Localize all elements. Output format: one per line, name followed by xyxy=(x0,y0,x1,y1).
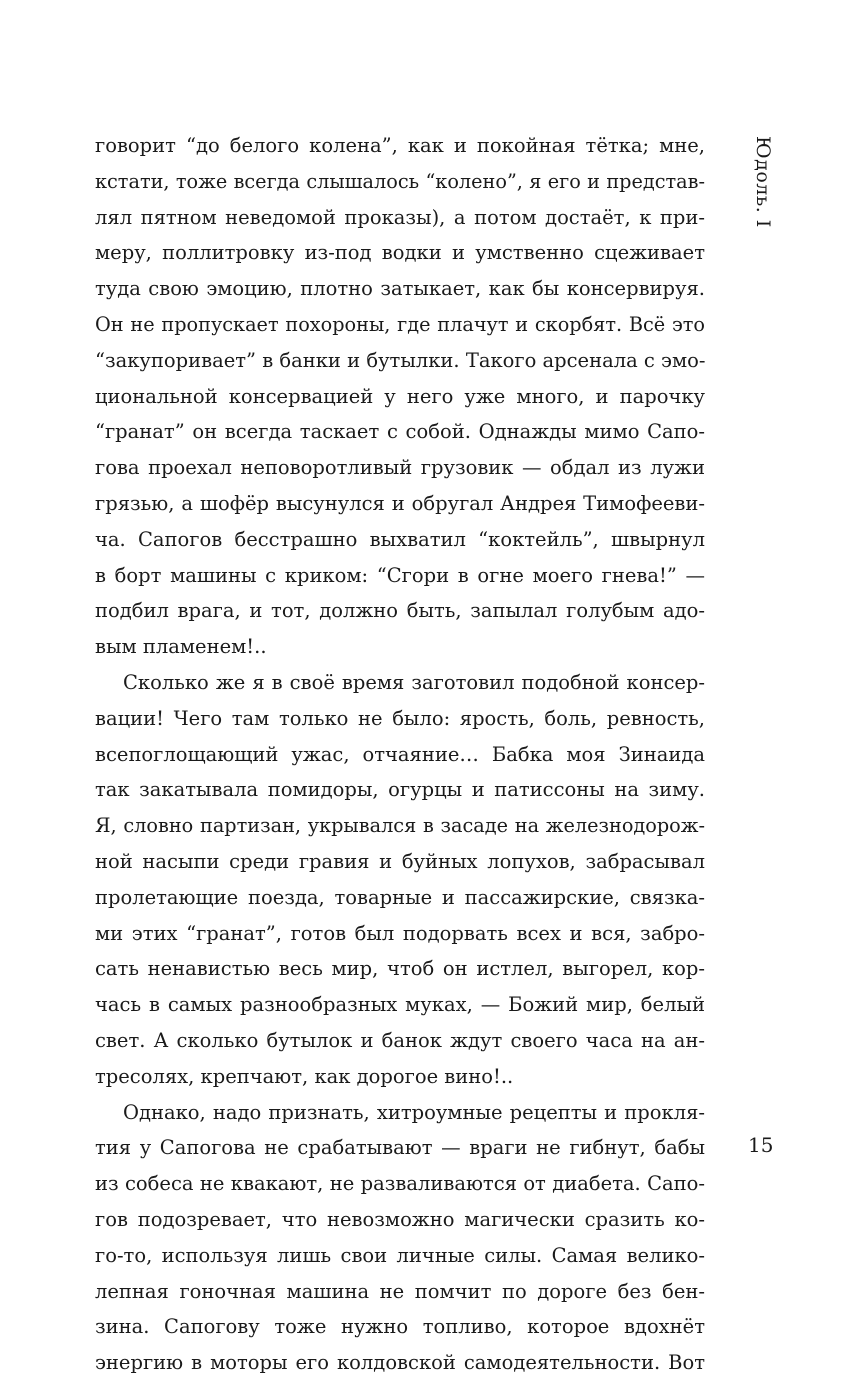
text-line: зина. Сапогову тоже нужно топливо, которое вдохнёт xyxy=(95,1315,705,1339)
text-line: циональной консервацией у него уже много, и парочку xyxy=(95,384,705,408)
text-line: меру, поллитровку из-под водки и умственно сцеживает xyxy=(95,241,705,265)
text-line: “гранат” он всегда таскает с собой. Однажды мимо Сапо- xyxy=(95,420,705,444)
text-line: Я, словно партизан, укрывался в засаде на железнодорож- xyxy=(95,814,705,838)
text-line: подбил врага, и тот, должно быть, запылал голубым адо- xyxy=(95,599,705,623)
page-number: 15 xyxy=(748,1133,774,1157)
text-line: вации! Чего там только не было: ярость, боль, ревность, xyxy=(95,706,705,730)
text-line: ной насыпи среди гравия и буйных лопухов, забрасывал xyxy=(95,849,705,873)
text-line: ми этих “гранат”, готов был подорвать всех и вся, забро- xyxy=(95,921,705,945)
text-line: так закатывала помидоры, огурцы и патиссоны на зиму. xyxy=(95,778,705,802)
text-line: грязью, а шофёр высунулся и обругал Андрея Тимофееви- xyxy=(95,491,705,515)
text-line: чась в самых разнообразных муках, — Божий мир, белый xyxy=(95,993,705,1017)
text-line: тресолях, крепчают, как дорогое вино!.. xyxy=(95,1064,514,1088)
text-line: говорит “до белого колена”, как и покойная тётка; мне, xyxy=(95,134,705,157)
text-line: Сколько же я в своё время заготовил подобной консер- xyxy=(123,670,705,694)
running-head: Юдоль. I xyxy=(752,136,774,228)
text-line: го-то, используя лишь свои личные силы. Самая велико- xyxy=(95,1243,705,1267)
text-line: кстати, тоже всегда слышалось “колено”, я его и представ- xyxy=(95,169,705,193)
text-line: ча. Сапогов бесстрашно выхватил “коктейль”, швырнул xyxy=(95,527,705,551)
text-line: Он не пропускает похороны, где плачут и скорбят. Всё это xyxy=(95,312,705,336)
text-line: энергию в моторы его колдовской самодеятельности. Вот xyxy=(95,1351,705,1375)
text-line: тия у Сапогова не срабатывают — враги не гибнут, бабы xyxy=(95,1136,705,1160)
text-line: сать ненавистью весь мир, чтоб он истлел, выгорел, кор- xyxy=(95,957,705,981)
text-line: вым пламенем!.. xyxy=(95,635,267,659)
text-line: свет. А сколько бутылок и банок ждут своего часа на ан- xyxy=(95,1028,705,1052)
text-line: всепоглощающий ужас, отчаяние… Бабка моя Зинаида xyxy=(95,742,705,766)
text-line: туда свою эмоцию, плотно затыкает, как бы консервируя. xyxy=(95,277,705,301)
text-line: гов подозревает, что невозможно магически сразить ко- xyxy=(95,1207,705,1231)
text-line: гова проехал неповоротливый грузовик — обдал из лужи xyxy=(95,456,705,480)
text-line: лепная гоночная машина не помчит по дороге без бен- xyxy=(95,1279,705,1303)
text-line: лял пятном неведомой проказы), а потом достаёт, к при- xyxy=(95,205,705,229)
text-line: Однако, надо признать, хитроумные рецепты и прокля- xyxy=(123,1100,705,1124)
text-line: из собеса не квакают, не разваливаются от диабета. Сапо- xyxy=(95,1172,705,1196)
text-line: “закупоривает” в банки и бутылки. Такого арсенала с эмо- xyxy=(95,348,706,372)
text-line: в борт машины с криком: “Сгори в огне моего гнева!” — xyxy=(95,563,705,587)
text-line: пролетающие поезда, товарные и пассажирские, связка- xyxy=(95,885,705,909)
body-text xyxy=(95,128,705,1381)
